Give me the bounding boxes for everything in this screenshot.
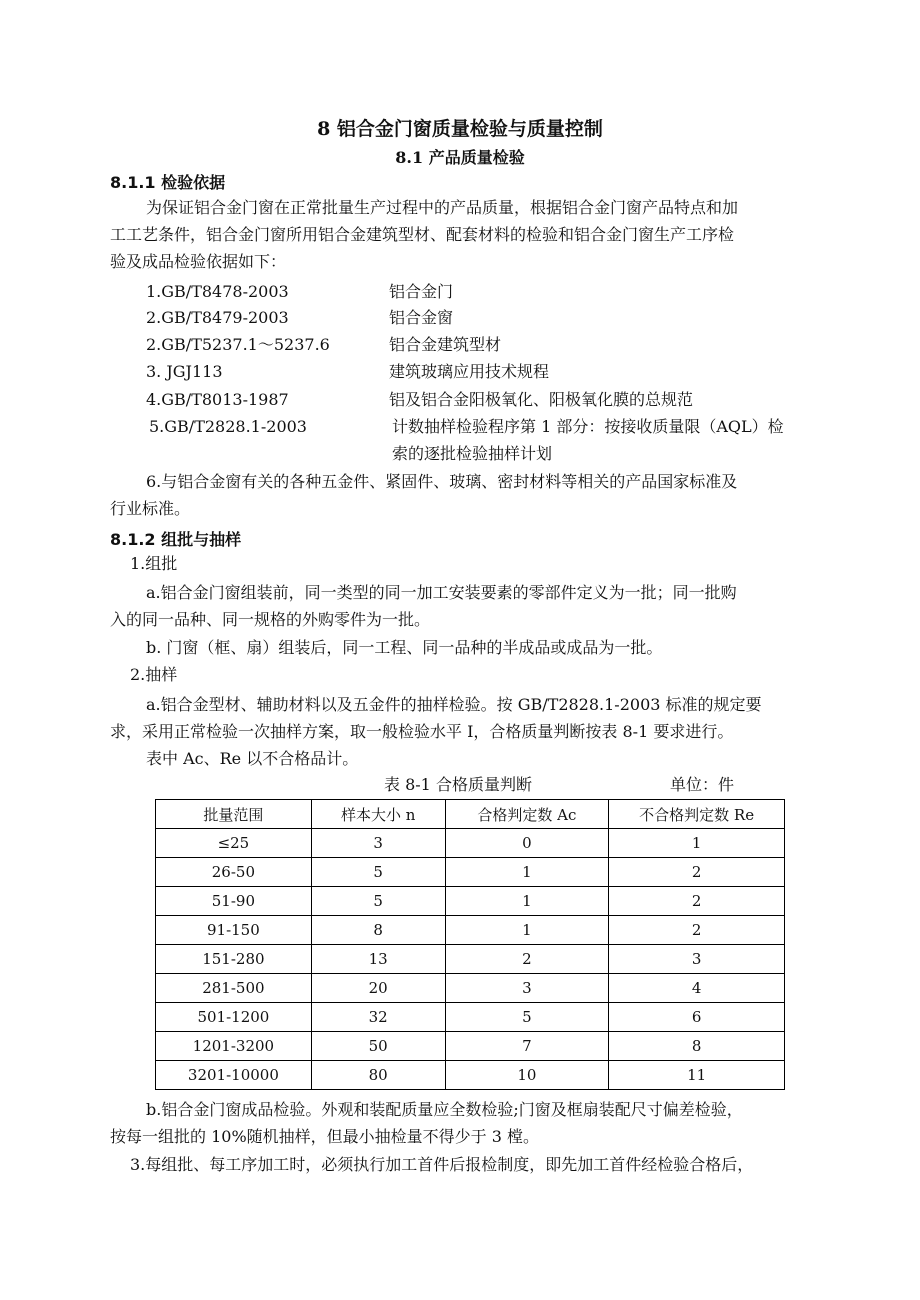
page-title: 8 铝合金门窗质量检验与质量控制: [317, 118, 603, 140]
table-cell: 80: [311, 1061, 445, 1090]
sampling-a-line: 求，采用正常检验一次抽样方案，取一般检验水平 I，合格质量判断按表 8-1 要求进行。: [110, 722, 734, 741]
table-header-cell: 不合格判定数 Re: [609, 800, 785, 829]
table-row: [156, 1003, 785, 1032]
group-batch-a-line: a.铝合金门窗组装前，同一类型的同一加工安装要素的零部件定义为一批；同一批购: [146, 583, 737, 602]
table-cell: 8: [609, 1032, 785, 1061]
group-batch-b: b. 门窗（框、扇）组装后，同一工程、同一品种的半成品或成品为一批。: [146, 638, 663, 657]
table-header-cell: 合格判定数 Ac: [445, 800, 609, 829]
section-heading-basis: 8.1.1 检验依据: [110, 173, 226, 192]
table-cell: 0: [445, 829, 609, 858]
table-cell: 11: [609, 1061, 785, 1090]
table-cell: 51-90: [156, 887, 312, 916]
table-row: [156, 887, 785, 916]
table-cell: 3: [609, 945, 785, 974]
standard-name: 铝及铝合金阳极氧化、阳极氧化膜的总规范: [389, 390, 694, 409]
section-heading-batching: 8.1.2 组批与抽样: [110, 530, 242, 549]
table-cell: 13: [311, 945, 445, 974]
table-cell: 281-500: [156, 974, 312, 1003]
intro-line: 验及成品检验依据如下：: [110, 252, 287, 271]
sampling-b-line: 按每一组批的 10%随机抽样，但最小抽检量不得少于 3 樘。: [110, 1127, 540, 1146]
table-caption: 表 8-1 合格质量判断: [384, 775, 532, 794]
item-3: 3.每组批、每工序加工时，必须执行加工首件后报检制度，即先加工首件经检验合格后，: [130, 1155, 754, 1174]
table-cell: 2: [609, 887, 785, 916]
sampling-b-line: b.铝合金门窗成品检验。外观和装配质量应全数检验;门窗及框扇装配尺寸偏差检验，: [146, 1100, 743, 1119]
table-cell: 5: [311, 887, 445, 916]
table-cell: ≤25: [156, 829, 312, 858]
group-batch-a-line: 入的同一品种、同一规格的外购零件为一批。: [110, 610, 431, 629]
standard-code: 1.GB/T8478-2003: [146, 282, 289, 301]
table-cell: 1: [445, 858, 609, 887]
table-cell: 32: [311, 1003, 445, 1032]
intro-line: 为保证铝合金门窗在正常批量生产过程中的产品质量，根据铝合金门窗产品特点和加: [146, 198, 739, 217]
table-cell: 3: [311, 829, 445, 858]
table-cell: 151-280: [156, 945, 312, 974]
table-header-cell: 批量范围: [156, 800, 312, 829]
table-row: [156, 1032, 785, 1061]
standard-name: 铝合金门: [389, 282, 454, 301]
item-6-line: 6.与铝合金窗有关的各种五金件、紧固件、玻璃、密封材料等相关的产品国家标准及: [146, 472, 738, 491]
table-row: [156, 916, 785, 945]
group-batch-title: 1.组批: [130, 554, 178, 573]
table-cell: 26-50: [156, 858, 312, 887]
table-cell: 4: [609, 974, 785, 1003]
table-row: [156, 974, 785, 1003]
table-cell: 3: [445, 974, 609, 1003]
table-cell: 1: [445, 887, 609, 916]
standard-name-continued: 索的逐批检验抽样计划: [392, 444, 553, 463]
sampling-a-line: 表中 Ac、Re 以不合格品计。: [146, 749, 359, 768]
table-row: [156, 945, 785, 974]
table-cell: 7: [445, 1032, 609, 1061]
standard-code: 2.GB/T5237.1～5237.6: [146, 335, 330, 354]
standard-name: 建筑玻璃应用技术规程: [389, 362, 550, 381]
table-cell: 50: [311, 1032, 445, 1061]
standard-name: 铝合金建筑型材: [389, 335, 502, 354]
table-cell: 8: [311, 916, 445, 945]
standard-name: 计数抽样检验程序第 1 部分：按接收质量限（AQL）检: [392, 417, 784, 436]
item-6-line: 行业标准。: [110, 499, 191, 518]
table-cell: 1: [445, 916, 609, 945]
table-cell: 1: [609, 829, 785, 858]
table-cell: 2: [445, 945, 609, 974]
table-cell: 2: [609, 858, 785, 887]
sampling-title: 2.抽样: [130, 665, 178, 684]
sampling-a-line: a.铝合金型材、辅助材料以及五金件的抽样检验。按 GB/T2828.1-2003 标准的规定要: [146, 695, 762, 714]
section-subtitle: 8.1 产品质量检验: [395, 148, 525, 167]
intro-line: 工工艺条件，铝合金门窗所用铝合金建筑型材、配套材料的检验和铝合金门窗生产工序检: [110, 225, 735, 244]
table-cell: 2: [609, 916, 785, 945]
table-cell: 20: [311, 974, 445, 1003]
table-row: [156, 1061, 785, 1090]
table-unit: 单位：件: [670, 775, 735, 794]
standard-code: 4.GB/T8013-1987: [146, 390, 289, 409]
table-row: [156, 858, 785, 887]
table-cell: 91-150: [156, 916, 312, 945]
table-header-cell: 样本大小 n: [311, 800, 445, 829]
table-header-row: [156, 800, 785, 829]
table-cell: 1201-3200: [156, 1032, 312, 1061]
table-row: [156, 829, 785, 858]
table-cell: 3201-10000: [156, 1061, 312, 1090]
table-cell: 501-1200: [156, 1003, 312, 1032]
quality-judgement-table: [155, 799, 785, 1090]
standard-code: 2.GB/T8479-2003: [146, 308, 289, 327]
standard-code: 5.GB/T2828.1-2003: [149, 417, 307, 436]
table-cell: 5: [311, 858, 445, 887]
table-cell: 6: [609, 1003, 785, 1032]
standard-code: 3. JGJ113: [146, 362, 223, 381]
table-cell: 5: [445, 1003, 609, 1032]
table-cell: 10: [445, 1061, 609, 1090]
standard-name: 铝合金窗: [389, 308, 454, 327]
